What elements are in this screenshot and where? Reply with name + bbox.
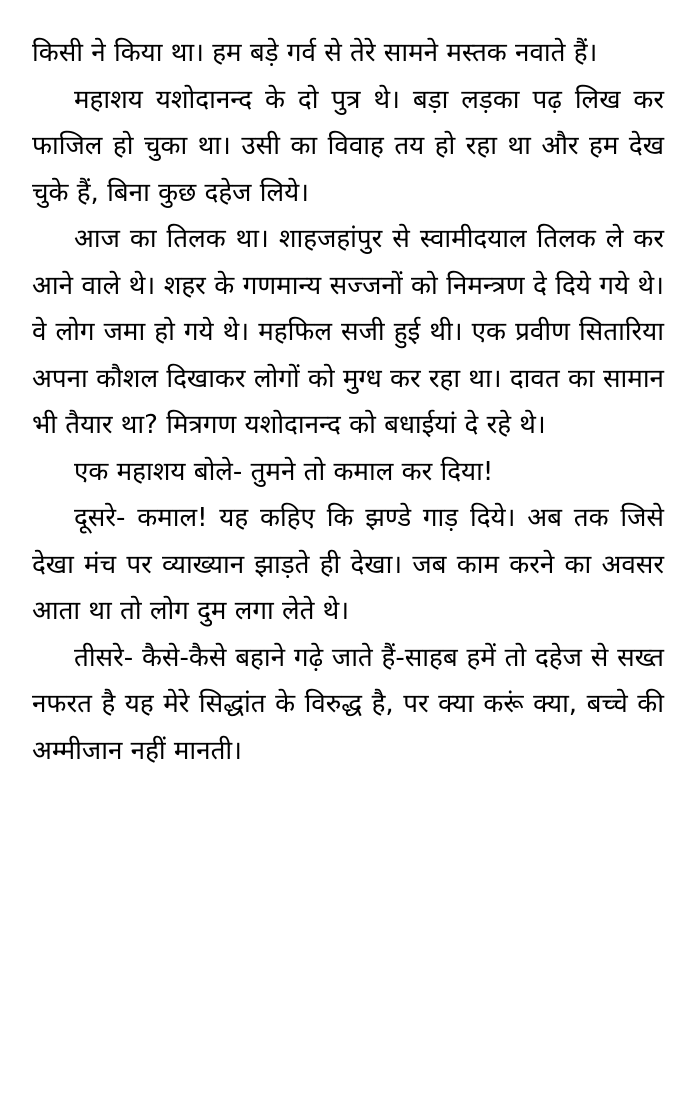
paragraph-tilak-ceremony: आज का तिलक था। शाहजहांपुर से स्वामीदयाल तिलक ले कर आने वाले थे। शहर के गणमान्य सज्जनों को निमन्त्रण दे दिये गये थे। वे लोग जमा हो गये थे। महफिल सजी हुई थी। एक प्रवीण सितारिया अपना कौशल दिखाकर लोगों को मुग्ध कर रहा था। दावत का सामान भी तैयार था? मित्रगण यशोदानन्द को बधाईयां दे रहे थे। bbox=[32, 224, 664, 440]
paragraph-second-speaker: दूसरे- कमाल! यह कहिए कि झण्डे गाड़ दिये। अब तक जिसे देखा मंच पर व्याख्यान झाड़ते ही देखा। जब काम करने का अवसर आता था तो लोग दुम लगा लेते थे। bbox=[32, 503, 664, 626]
paragraph-continuation: किसी ने किया था। हम बड़े गर्व से तेरे सामने मस्तक नवाते हैं। bbox=[32, 38, 598, 68]
paragraph-first-speaker: एक महाशय बोले- तुमने तो कमाल कर दिया! bbox=[74, 456, 494, 487]
paragraph-yashodanand-sons: महाशय यशोदानन्द के दो पुत्र थे। बड़ा लड़का पढ़ लिख कर फाजिल हो चुका था। उसी का विवाह तय हो रहा था और हम देख चुके हैं, बिना कुछ दहेज लिये। bbox=[32, 84, 664, 208]
paragraph-third-speaker: तीसरे- कैसे-कैसे बहाने गढ़े जाते हैं-साहब हमें तो दहेज से सख्त नफरत है यह मेरे सिद्धांत के विरुद्ध है, पर क्या करूं क्या, बच्चे की अम्मीजान नहीं मानती। bbox=[32, 642, 664, 766]
